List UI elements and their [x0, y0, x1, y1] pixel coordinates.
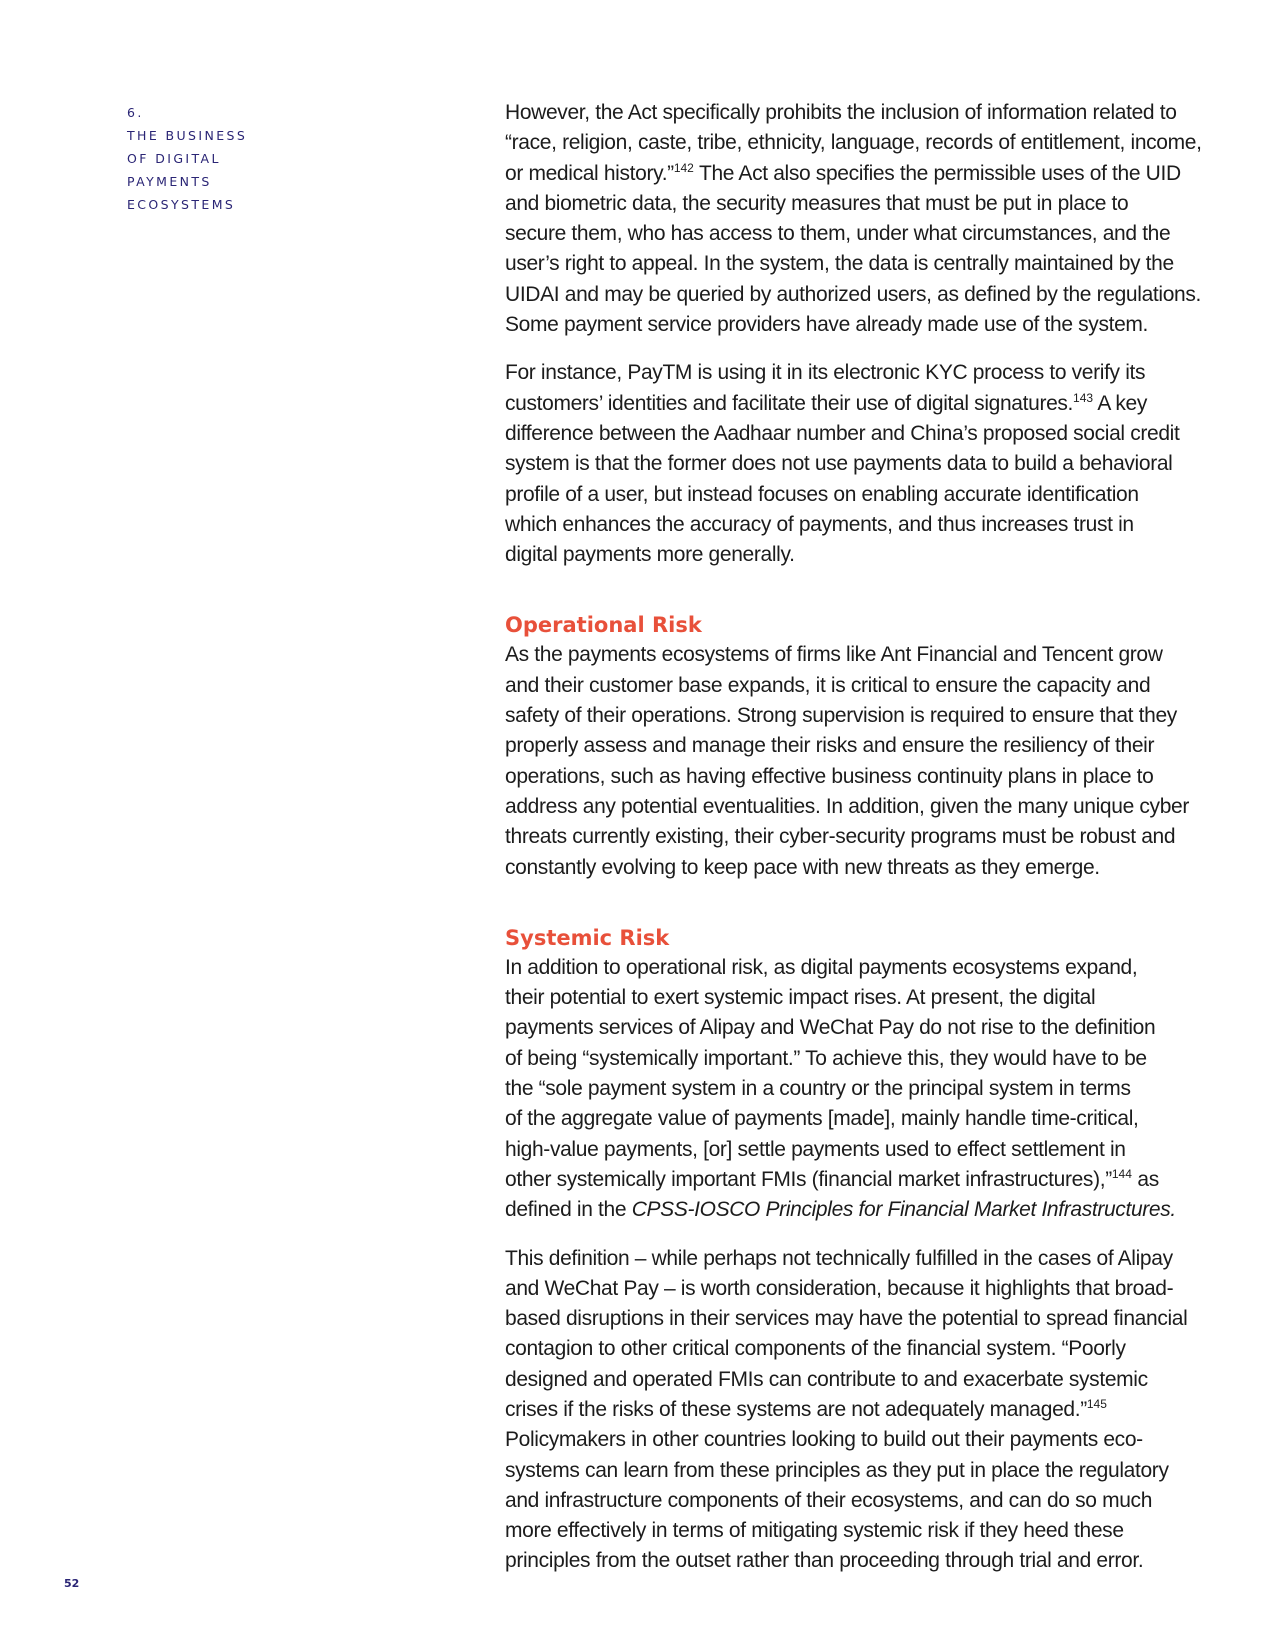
section-title-line: THE BUSINESS: [127, 128, 248, 143]
section-label: [127, 101, 247, 216]
text-line: crises if the risks of these systems are not adequately managed.”$^{145}$: [505, 1396, 1107, 1421]
paragraph-aadhaar-act: [505, 98, 1205, 340]
text-line: safety of their operations. Strong supervision is required to ensure that they: [505, 704, 1177, 728]
section-title-line: PAYMENTS: [127, 174, 212, 189]
text-line: This definition – while perhaps not technically fulfilled in the cases of Alipay: [505, 1246, 1173, 1270]
text-line: In addition to operational risk, as digital payments ecosystems expand,: [505, 955, 1138, 979]
text-line: and their customer base expands, it is critical to ensure the capacity and: [505, 673, 1151, 697]
text-line: user’s right to appeal. In the system, the data is centrally maintained by the: [505, 252, 1174, 276]
text-line: Some payment service providers have already made use of the system.: [505, 313, 1149, 337]
text-line: or medical history.”$^{142}$ The Act also specifies the permissible uses of the UID: [505, 160, 1181, 185]
text-line: digital payments more generally.: [505, 543, 795, 567]
text-line: and infrastructure components of their ecosystems, and can do so much: [505, 1488, 1153, 1512]
text-line: designed and operated FMIs can contribute to and exacerbate systemic: [505, 1367, 1148, 1391]
section-title-line: ECOSYSTEMS: [127, 197, 236, 212]
text-line: As the payments ecosystems of firms like Ant Financial and Tencent grow: [505, 643, 1163, 667]
text-line: However, the Act specifically prohibits the inclusion of information related to: [505, 101, 1177, 124]
text-line: contagion to other critical components of the financial system. “Poorly: [505, 1337, 1126, 1361]
text-line: threats currently existing, their cyber-security programs must be robust and: [505, 825, 1176, 849]
heading-systemic-risk: Systemic Risk: [505, 925, 670, 950]
text-line: system is that the former does not use payments data to build a behavioral: [505, 452, 1173, 476]
text-line: address any potential eventualities. In addition, given the many unique cyber: [505, 794, 1190, 818]
text-line: the “sole payment system in a country or the principal system in terms: [505, 1077, 1131, 1101]
text-line: of the aggregate value of payments [made], mainly handle time-critical,: [505, 1107, 1139, 1131]
text-line: payments services of Alipay and WeChat Pay do not rise to the definition: [505, 1016, 1156, 1040]
text-line: profile of a user, but instead focuses on enabling accurate identification: [505, 482, 1139, 506]
text-line: customers’ identities and facilitate their use of digital signatures.$^{143}$ A key: [505, 390, 1148, 415]
footnote-reference[interactable]: 143: [1073, 390, 1094, 405]
text-line: operations, such as having effective business continuity plans in place to: [505, 764, 1154, 788]
text-line: and biometric data, the security measures that must be put in place to: [505, 191, 1129, 215]
italic-publication-title: CPSS-IOSCO Principles for Financial Market Infrastructures.: [631, 1198, 1176, 1222]
paragraph-operational-risk: [505, 640, 1205, 882]
footnote-reference[interactable]: 144: [1111, 1166, 1132, 1181]
body-text-column: [505, 98, 1205, 1595]
text-line: of being “systemically important.” To achieve this, they would have to be: [505, 1046, 1147, 1070]
text-line: their potential to exert systemic impact rises. At present, the digital: [505, 986, 1096, 1010]
section-number: 6.: [127, 105, 144, 120]
text-line: and WeChat Pay – is worth consideration, because it highlights that broad-: [505, 1276, 1174, 1300]
text-line: “race, religion, caste, tribe, ethnicity, language, records of entitlement, income,: [505, 131, 1202, 155]
footnote-reference[interactable]: 145: [1086, 1396, 1107, 1411]
paragraph-systemic-risk: [505, 953, 1205, 1226]
text-line: based disruptions in their services may have the potential to spread financial: [505, 1307, 1188, 1331]
text-line: principles from the outset rather than proceeding through trial and error.: [505, 1549, 1144, 1573]
text-line: UIDAI and may be queried by authorized users, as defined by the regulations.: [505, 282, 1201, 306]
paragraph-paytm: [505, 358, 1205, 570]
text-line: properly assess and manage their risks and ensure the resiliency of their: [505, 734, 1155, 758]
page-number: 52: [64, 1577, 80, 1590]
heading-operational-risk: Operational Risk: [505, 613, 702, 638]
text-line: other systemically important FMIs (financial market infrastructures),”$^{144}$ as: [505, 1166, 1159, 1191]
text-line: For instance, PayTM is using it in its electronic KYC process to verify its: [505, 361, 1146, 385]
text-line: more effectively in terms of mitigating systemic risk if they heed these: [505, 1519, 1124, 1543]
text-line: high-value payments, [or] settle payments used to effect settlement in: [505, 1137, 1126, 1161]
text-line: secure them, who has access to them, under what circumstances, and the: [505, 222, 1171, 246]
footnote-reference[interactable]: 142: [673, 160, 694, 175]
text-line: which enhances the accuracy of payments, and thus increases trust in: [505, 512, 1134, 536]
text-line: constantly evolving to keep pace with new threats as they emerge.: [505, 855, 1100, 879]
section-title-line: OF DIGITAL: [127, 151, 221, 166]
text-line: Policymakers in other countries looking to build out their payments eco-: [505, 1428, 1143, 1452]
paragraph-fmi-definition: [505, 1244, 1205, 1577]
text-line: defined in the CPSS-IOSCO Principles for Financial Market Infrastructures.: [505, 1198, 1176, 1222]
text-line: systems can learn from these principles as they put in place the regulatory: [505, 1458, 1169, 1482]
text-line: difference between the Aadhaar number and China’s proposed social credit: [505, 421, 1180, 445]
